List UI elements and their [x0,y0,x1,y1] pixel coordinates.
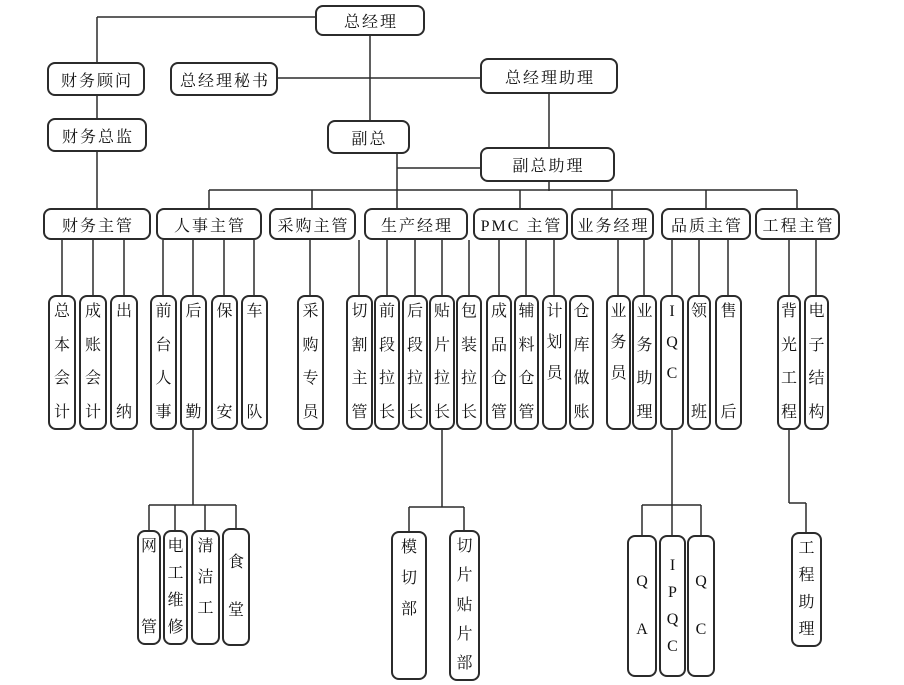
node-security [211,295,238,430]
node-label: 切 割 主 管 [351,303,368,421]
node-label: 成 账 会 计 [84,303,101,421]
node-label: 电 子 结 构 [808,303,825,421]
node-electronic-structure [804,295,829,430]
node-label: 售 后 [720,303,737,421]
node-label: 采 购 专 员 [302,303,319,421]
node-quality-supervisor: 品质主管 [661,208,751,240]
node-die-cutting-dept [391,531,427,680]
node-label: 模 切 部 [400,539,417,618]
node-engineering-supervisor: 工程主管 [755,208,840,240]
node-cashier [110,295,138,430]
node-business-assistant [632,295,657,430]
node-label: 网 管 [140,538,157,636]
node-front-desk-hr [150,295,177,430]
node-label: Q A [636,573,648,638]
node-ipqc [659,535,686,677]
node-label: 仓 库 做 账 [573,303,590,421]
node-label: I Q C [666,303,678,382]
node-planner [542,295,567,430]
node-label: 背 光 工 程 [780,303,797,421]
node-purchasing-specialist [297,295,324,430]
node-fleet [241,295,268,430]
node-finished-goods-warehouse [486,295,512,430]
node-label: 切 片 贴 片 部 [456,538,473,672]
node-label: 包 装 拉 长 [460,303,477,421]
node-hr-supervisor: 人事主管 [156,208,262,240]
node-label: 成 品 仓 管 [490,303,507,421]
node-label: 后 勤 [185,303,202,421]
node-deputy-gm-assistant: 副总助理 [480,147,615,182]
node-cutting-supervisor [346,295,373,430]
node-label: 车 队 [246,303,263,421]
node-engineering-assistant [791,532,822,647]
node-business-manager: 业务经理 [571,208,654,240]
node-smt-line-leader [429,295,455,430]
node-network-admin [137,530,161,645]
node-salesperson [606,295,631,430]
node-label: 辅 料 仓 管 [518,303,535,421]
node-iqc [660,295,684,430]
node-label: 后 段 拉 长 [406,303,423,421]
node-foreman [687,295,711,430]
node-label: 电 工 维 修 [167,538,184,636]
node-gm-secretary: 总经理秘书 [170,62,278,96]
node-label: 业 务 助 理 [636,303,653,421]
node-front-section-line-leader [374,295,400,430]
node-label: 前 台 人 事 [155,303,172,421]
node-deputy-gm: 副总 [327,120,410,154]
node-label: I P Q C [666,556,679,655]
node-general-manager: 总经理 [315,5,425,36]
node-label: 工 程 助 理 [798,540,815,638]
node-backlight-engineering [777,295,801,430]
node-label: 总 本 会 计 [53,303,70,421]
node-logistics [180,295,207,430]
node-purchasing-supervisor: 采购主管 [269,208,356,240]
node-finance-director: 财务总监 [47,118,147,152]
node-finance-supervisor: 财务主管 [43,208,151,240]
node-label: 保 安 [216,303,233,421]
node-label: Q C [695,573,707,638]
node-materials-warehouse [514,295,539,430]
node-label: 业 务 员 [610,303,627,382]
node-back-section-line-leader [402,295,428,430]
node-canteen [222,528,250,646]
node-electrician-maintenance [163,530,188,645]
node-cost-accountant [79,295,107,430]
node-general-ledger-accountant [48,295,76,430]
node-label: 贴 片 拉 长 [433,303,450,421]
node-label: 计 划 员 [546,303,563,382]
node-label: 清 洁 工 [197,538,214,617]
node-finance-advisor: 财务顾问 [47,62,145,96]
node-cleaner [191,530,220,645]
node-label: 食 堂 [227,554,244,619]
node-slicing-smt-dept [449,530,480,681]
node-qc [687,535,715,677]
node-after-sales [715,295,742,430]
node-label: 出 纳 [115,303,132,421]
node-label: 领 班 [690,303,707,421]
node-qa [627,535,657,677]
node-label: 前 段 拉 长 [378,303,395,421]
node-production-manager: 生产经理 [364,208,468,240]
node-warehouse-bookkeeping [569,295,594,430]
node-pmc-supervisor: PMC 主管 [473,208,568,240]
node-gm-assistant: 总经理助理 [480,58,618,94]
node-packaging-line-leader [456,295,482,430]
